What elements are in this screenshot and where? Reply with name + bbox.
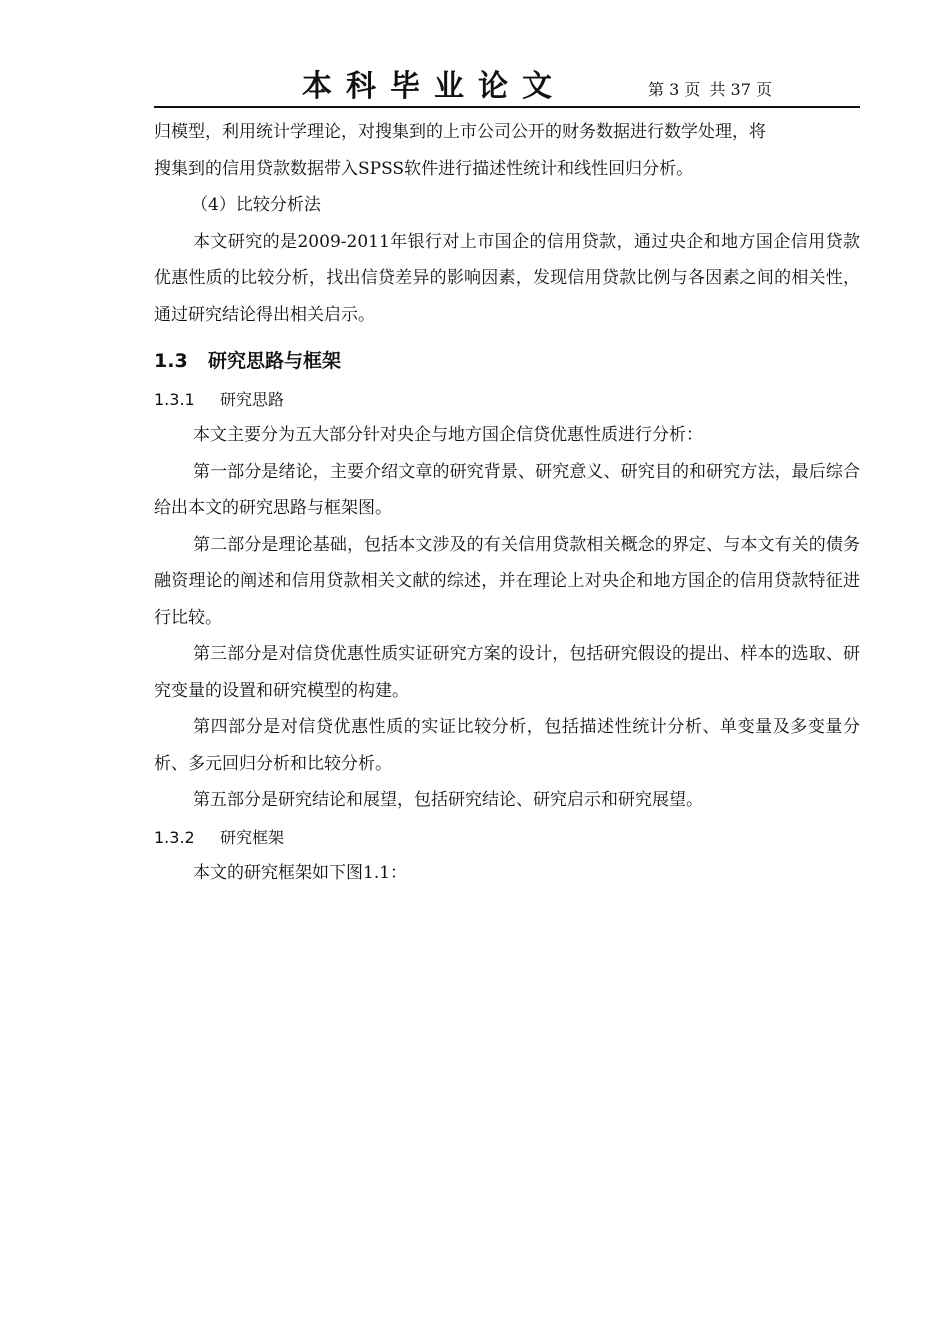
section-heading-1-3 bbox=[154, 345, 860, 377]
paragraph-part4: 第四部分是对信贷优惠性质的实证比较分析，包括描述性统计分析、单变量及多变量分析、多元回归分析和比较分析。 bbox=[154, 717, 860, 774]
section-title: 研究思路与框架 bbox=[208, 350, 342, 372]
paragraph-part3: 第三部分是对信贷优惠性质实证研究方案的设计，包括研究假设的提出、样本的选取、研究变量的设置和研究模型的构建。 bbox=[154, 644, 860, 701]
page-body bbox=[154, 114, 860, 891]
paragraph-intro: 本文主要分为五大部分针对央企与地方国企信贷优惠性质进行分析： bbox=[193, 425, 703, 445]
page-number bbox=[648, 78, 776, 102]
paragraph-continued-line1: 归模型，利用统计学理论，对搜集到的上市公司公开的财务数据进行数学处理，将 bbox=[154, 122, 766, 142]
subsection-title: 研究思路 bbox=[220, 390, 285, 409]
paragraph-part2: 第二部分是理论基础，包括本文涉及的有关信用贷款相关概念的界定、与本文有关的债务融资理论的阐述和信用贷款相关文献的综述，并在理论上对央企和地方国企的信用贷款特征进行比较。 bbox=[154, 534, 860, 628]
subsection-number: 1.3.2 bbox=[154, 827, 195, 847]
paragraph-framework-intro: 本文的研究框架如下图1.1： bbox=[193, 862, 408, 883]
current-page-label: 第 3 页 bbox=[648, 80, 701, 99]
paragraph-continued-line2: 搜集到的信用贷款数据带入SPSS软件进行描述性统计和线性回归分析。 bbox=[154, 158, 694, 179]
subsection-number: 1.3.1 bbox=[154, 390, 195, 409]
header-divider bbox=[154, 106, 860, 108]
section-number: 1.3 bbox=[154, 350, 188, 372]
total-pages-label: 共 37 页 bbox=[709, 80, 772, 99]
paragraph-part1: 第一部分是绪论，主要介绍文章的研究背景、研究意义、研究目的和研究方法，最后综合给出本文的研究思路与框架图。 bbox=[154, 461, 860, 518]
method-item-4: （4）比较分析法 bbox=[191, 195, 321, 215]
thesis-header-title: 本科毕业论文 bbox=[302, 69, 566, 104]
paragraph-research-scope: 本文研究的是2009-2011年银行对上市国企的信用贷款，通过央企和地方国企信用贷款优惠性质的比较分析，找出信贷差异的影响因素，发现信用贷款比例与各因素之间的相关性，通过研究结论得出相关启示。 bbox=[154, 231, 860, 325]
subsection-heading-1-3-2 bbox=[154, 821, 860, 855]
page-header bbox=[154, 68, 860, 106]
paragraph-part5: 第五部分是研究结论和展望，包括研究结论、研究启示和研究展望。 bbox=[193, 790, 703, 810]
subsection-heading-1-3-1 bbox=[154, 383, 860, 417]
subsection-title: 研究框架 bbox=[220, 827, 285, 847]
